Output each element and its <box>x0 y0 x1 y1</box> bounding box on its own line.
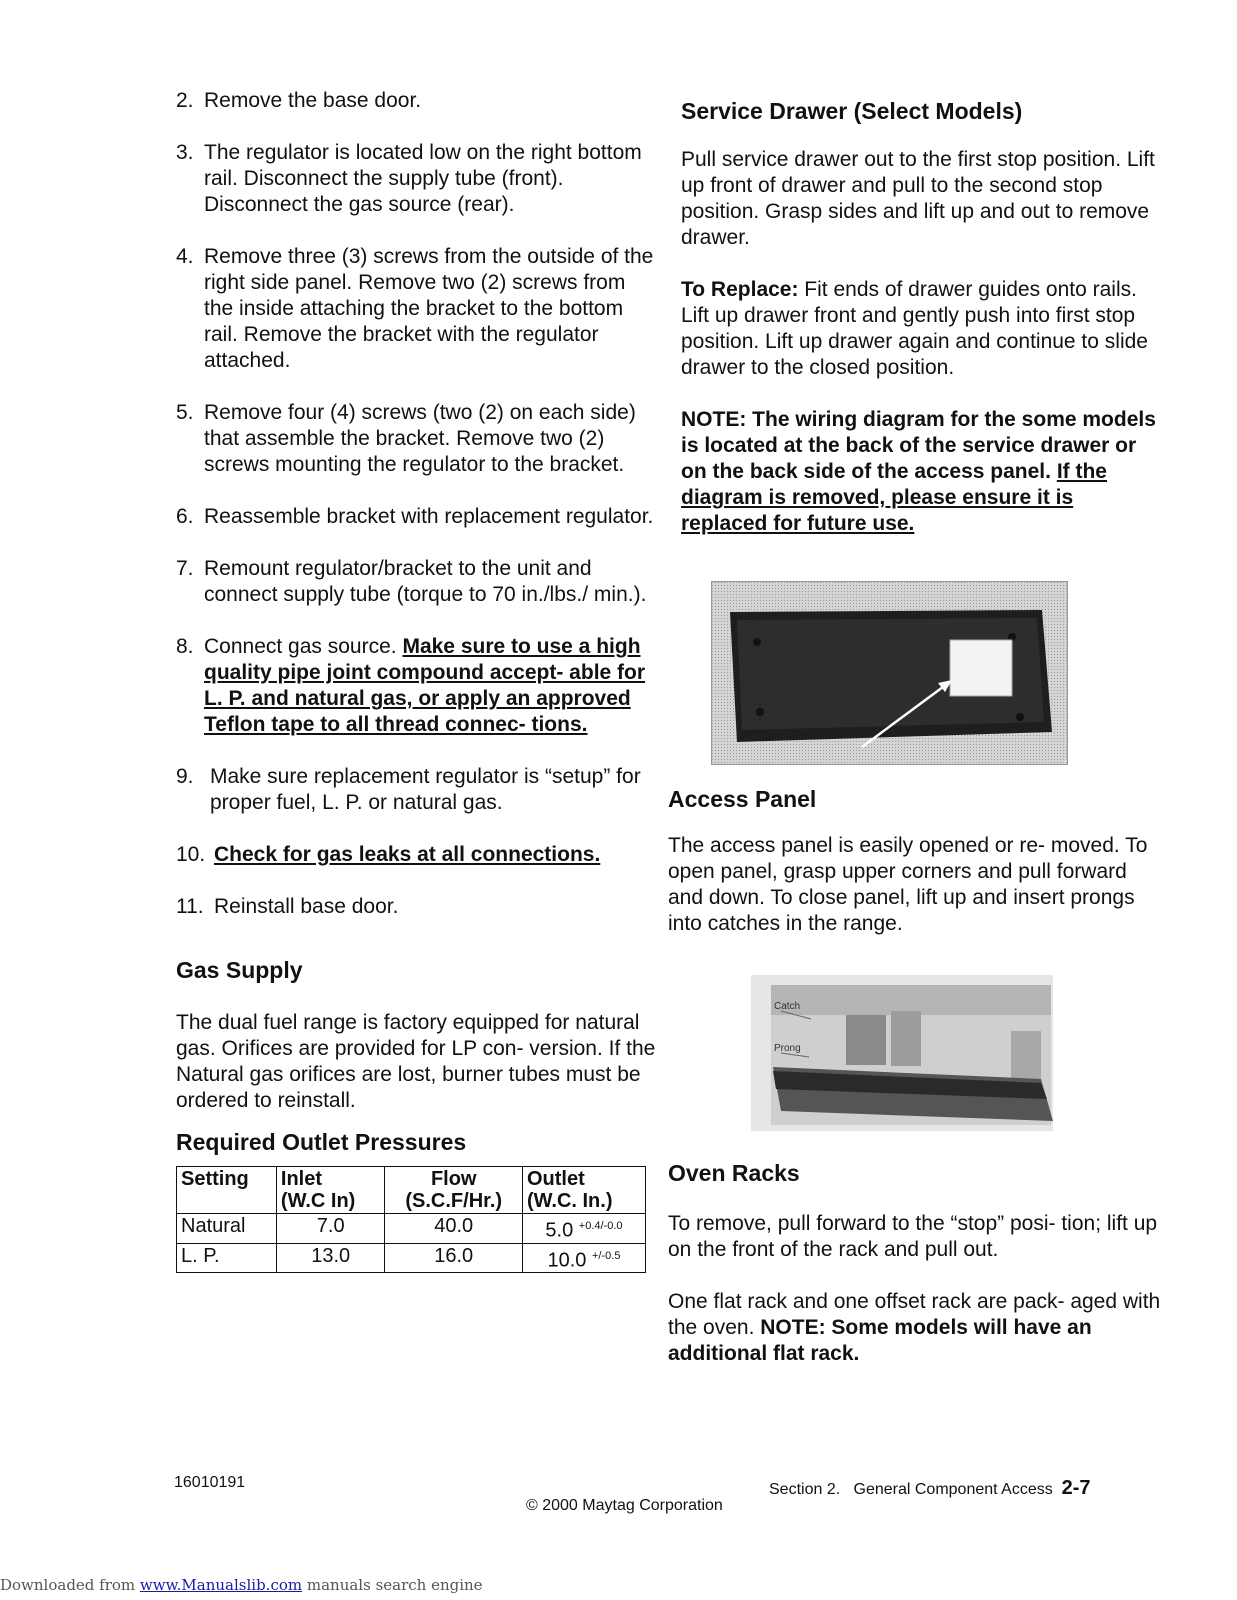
section-footer: Section 2. General Component Access 2-7 <box>769 1477 1091 1499</box>
access-panel-illustration <box>751 971 1053 1131</box>
step-10-warning: Check for gas leaks at all connections. <box>214 843 601 866</box>
step-8: 8. Connect gas source. Make sure to use a high quality pipe joint compound accept- able for L. P. and natural gas, or apply an approved Teflon tape to all thread connec- tions. <box>176 635 646 736</box>
step-8-text: Connect gas source. <box>204 635 397 658</box>
left-column <box>176 88 656 1273</box>
download-banner: Downloaded from www.Manualslib.com manuals search engine <box>0 1576 483 1594</box>
step-10: 10. Check for gas leaks at all connections. <box>176 843 601 866</box>
steps-list <box>176 88 656 608</box>
access-panel-photo <box>751 971 1053 1131</box>
page-number: 2-7 <box>1061 1477 1091 1499</box>
manualslib-link[interactable]: www.Manualslib.com <box>139 1576 303 1594</box>
wiring-note: NOTE: The wiring diagram for the some models is located at the back of the service drawer or on the back side of the access panel. If the diagram is removed, please ensure it is replaced for future use. <box>681 408 1156 535</box>
table-row: L. P. 13.0 16.0 10.0 $^{+/-0.5}$ <box>177 1243 646 1273</box>
header-outlet: Outlet (W.C. In.) <box>522 1167 645 1214</box>
step-item: 3. The regulator is located low on the right bottom rail. Disconnect the supply tube (front). Disconnect the gas source (rear). <box>176 141 642 216</box>
step-item: 6. Reassemble bracket with replacement regulator. <box>176 505 654 528</box>
step-item: 4. Remove three (3) screws from the outside of the right side panel. Remove two (2) screws from the inside attaching the bracket to the bottom rail. Remove the bracket with the regulator attached. <box>176 245 654 372</box>
gas-supply-heading: Gas Supply <box>176 957 303 983</box>
oven-racks-heading: Oven Racks <box>668 1160 800 1186</box>
prong-label: Prong <box>774 1043 801 1054</box>
service-drawer-text: Pull service drawer out to the first stop position. Lift up front of drawer and pull to the second stop position. Grasp sides and lift up and out to remove drawer. <box>681 148 1155 249</box>
header-inlet: Inlet (W.C In) <box>276 1167 385 1214</box>
step-item: 5. Remove four (4) screws (two (2) on each side) that assemble the bracket. Remove two (2) screws mounting the regulator to the bracket. <box>176 401 636 476</box>
gas-supply-text: The dual fuel range is factory equipped for natural gas. Orifices are provided for LP con- version. If the Natural gas orifices are lost, burner tubes must be ordered to reinstall. <box>176 1011 656 1112</box>
oven-racks-text-2: One flat rack and one offset rack are pack- aged with the oven. NOTE: Some models will have an additional flat rack. <box>668 1290 1161 1365</box>
step-11: 11. Reinstall base door. <box>176 895 399 918</box>
table-row: Natural 7.0 40.0 5.0 $^{+0.4/-0.0}$ <box>177 1214 646 1244</box>
table-header-row <box>177 1167 646 1214</box>
service-drawer-heading: Service Drawer (Select Models) <box>681 98 1023 124</box>
doc-number: 16010191 <box>174 1474 246 1491</box>
step-item: 7. Remount regulator/bracket to the unit and connect supply tube (torque to 70 in./lbs./ min.). <box>176 557 647 606</box>
access-panel-heading: Access Panel <box>668 786 817 812</box>
drawer-illustration <box>712 582 1067 764</box>
service-drawer-photo <box>711 581 1068 765</box>
pressures-heading: Required Outlet Pressures <box>176 1129 467 1155</box>
access-panel-text: The access panel is easily opened or re- moved. To open panel, grasp upper corners and pull forward and down. To close panel, lift up and insert prongs into catches in the range. <box>668 834 1148 935</box>
step-8-warning: Make sure to use a high quality pipe joint compound accept- able for L. P. and natural gas, or apply an approved Teflon tape to all thread connec- tions. <box>204 635 646 736</box>
step-item: 2. Remove the base door. <box>176 89 422 112</box>
copyright: © 2000 Maytag Corporation <box>526 1497 723 1514</box>
catch-label: Catch <box>774 1001 801 1012</box>
to-replace-text: To Replace: Fit ends of drawer guides onto rails. Lift up drawer front and gently push into first stop position. Lift up drawer again and continue to slide drawer to the closed position. <box>681 278 1148 379</box>
step-9: 9. Make sure replacement regulator is “setup” for proper fuel, L. P. or natural gas. <box>176 765 641 814</box>
right-column <box>668 88 1161 1367</box>
oven-racks-text: To remove, pull forward to the “stop” posi- tion; lift up on the front of the rack and pull out. <box>668 1212 1158 1261</box>
header-flow: Flow (S.C.F/Hr.) <box>385 1167 522 1214</box>
header-setting: Setting <box>177 1167 277 1214</box>
pressures-table <box>176 1166 646 1273</box>
